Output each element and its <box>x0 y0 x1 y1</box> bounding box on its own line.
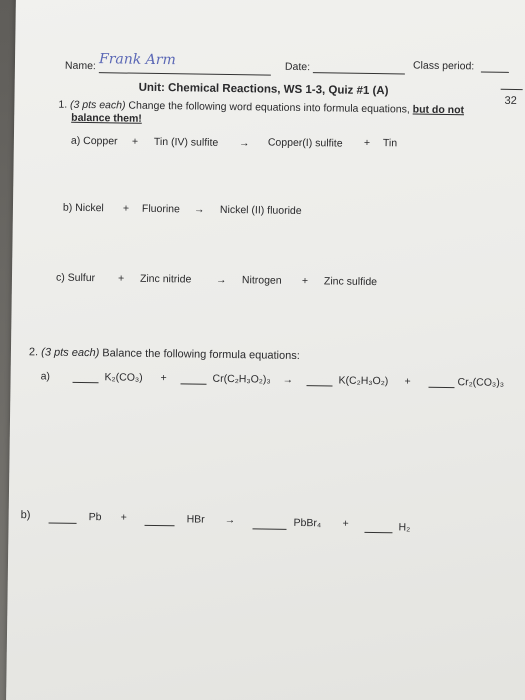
q2b-blank3 <box>252 528 286 529</box>
score-total: 32 <box>504 94 517 108</box>
q1b-arrow: → <box>193 203 205 216</box>
q1-emphasis-2: balance them! <box>71 111 142 125</box>
q2b-arrow: → <box>224 513 236 527</box>
q1a-product1: Copper(I) sulfite <box>267 136 343 150</box>
name-label: Name: <box>64 59 96 73</box>
q1b-reactant2: Fluorine <box>141 202 180 216</box>
q1b-product1: Nickel (II) fluoride <box>219 203 302 218</box>
q1c-product1: Nitrogen <box>241 274 282 287</box>
q1-points: (3 pts each) <box>70 98 126 112</box>
q1a-reactant1: a) Copper <box>70 134 118 148</box>
q1a-product2: Tin <box>382 137 398 150</box>
q2-instructions <box>29 346 300 362</box>
q1b-reactant1: b) Nickel <box>62 201 104 215</box>
q2a-formula1: K₂(CO₃) <box>104 371 143 384</box>
q2a-plus2: + <box>404 375 411 388</box>
q1c-plus2: + <box>301 275 309 288</box>
q2a-blank2 <box>181 383 207 384</box>
q2b-formula1: Pb <box>88 511 102 524</box>
q2a-formula2: Cr(C₂H₃O₂)₃ <box>212 372 271 386</box>
q2a-formula3: K(C₂H₃O₂) <box>338 374 389 388</box>
worksheet-paper <box>6 0 525 700</box>
class-period-label: Class period: <box>412 59 475 73</box>
name-line <box>99 72 271 75</box>
q2b-formula3: PbBr₄ <box>293 516 322 530</box>
q2b-plus1: + <box>120 511 127 524</box>
q2-number: 2. <box>28 346 39 359</box>
q2b-label: b) <box>20 509 31 522</box>
q2a-blank4 <box>428 387 454 388</box>
q1a-plus2: + <box>363 136 371 149</box>
q2a-formula4: Cr₂(CO₃)₃ <box>457 376 505 389</box>
quiz-title: Unit: Chemical Reactions, WS 1-3, Quiz #1 (A) <box>138 81 389 98</box>
q1a-arrow: → <box>238 137 250 150</box>
q1c-plus1: + <box>117 272 125 285</box>
q1a-reactant2: Tin (IV) sulfite <box>153 135 219 149</box>
q1-text: Change the following word equations into formula equations, <box>128 99 410 116</box>
q2b-formula2: HBr <box>186 513 205 526</box>
score-line <box>501 89 523 90</box>
q1c-reactant2: Zinc nitride <box>139 272 192 286</box>
student-name-handwritten: Frank Arm <box>98 51 176 69</box>
date-label: Date: <box>284 60 311 74</box>
q1-emphasis: but do not <box>412 103 465 117</box>
q2b-blank2 <box>145 525 175 526</box>
q1c-product2: Zinc sulfide <box>323 275 378 289</box>
q1a-plus1: + <box>131 135 139 148</box>
q2b-blank4 <box>364 532 392 533</box>
q1b-plus1: + <box>122 202 130 215</box>
q2-points: (3 pts each) <box>41 346 100 360</box>
q2a-blank1 <box>73 382 99 383</box>
q2a-plus1: + <box>160 372 167 385</box>
q2a-label: a) <box>40 370 51 383</box>
q2b-formula4: H₂ <box>398 521 411 534</box>
class-period-line <box>481 71 509 72</box>
q2b-plus2: + <box>342 517 349 530</box>
q1c-reactant1: c) Sulfur <box>55 271 96 285</box>
q2-text: Balance the following formula equations: <box>102 347 300 362</box>
date-line <box>313 72 405 74</box>
q2a-blank3 <box>306 385 332 386</box>
q1c-arrow: → <box>215 273 227 286</box>
q2b-blank1 <box>49 523 77 524</box>
q1-number: 1. <box>58 98 68 111</box>
q2a-arrow: → <box>282 373 294 386</box>
